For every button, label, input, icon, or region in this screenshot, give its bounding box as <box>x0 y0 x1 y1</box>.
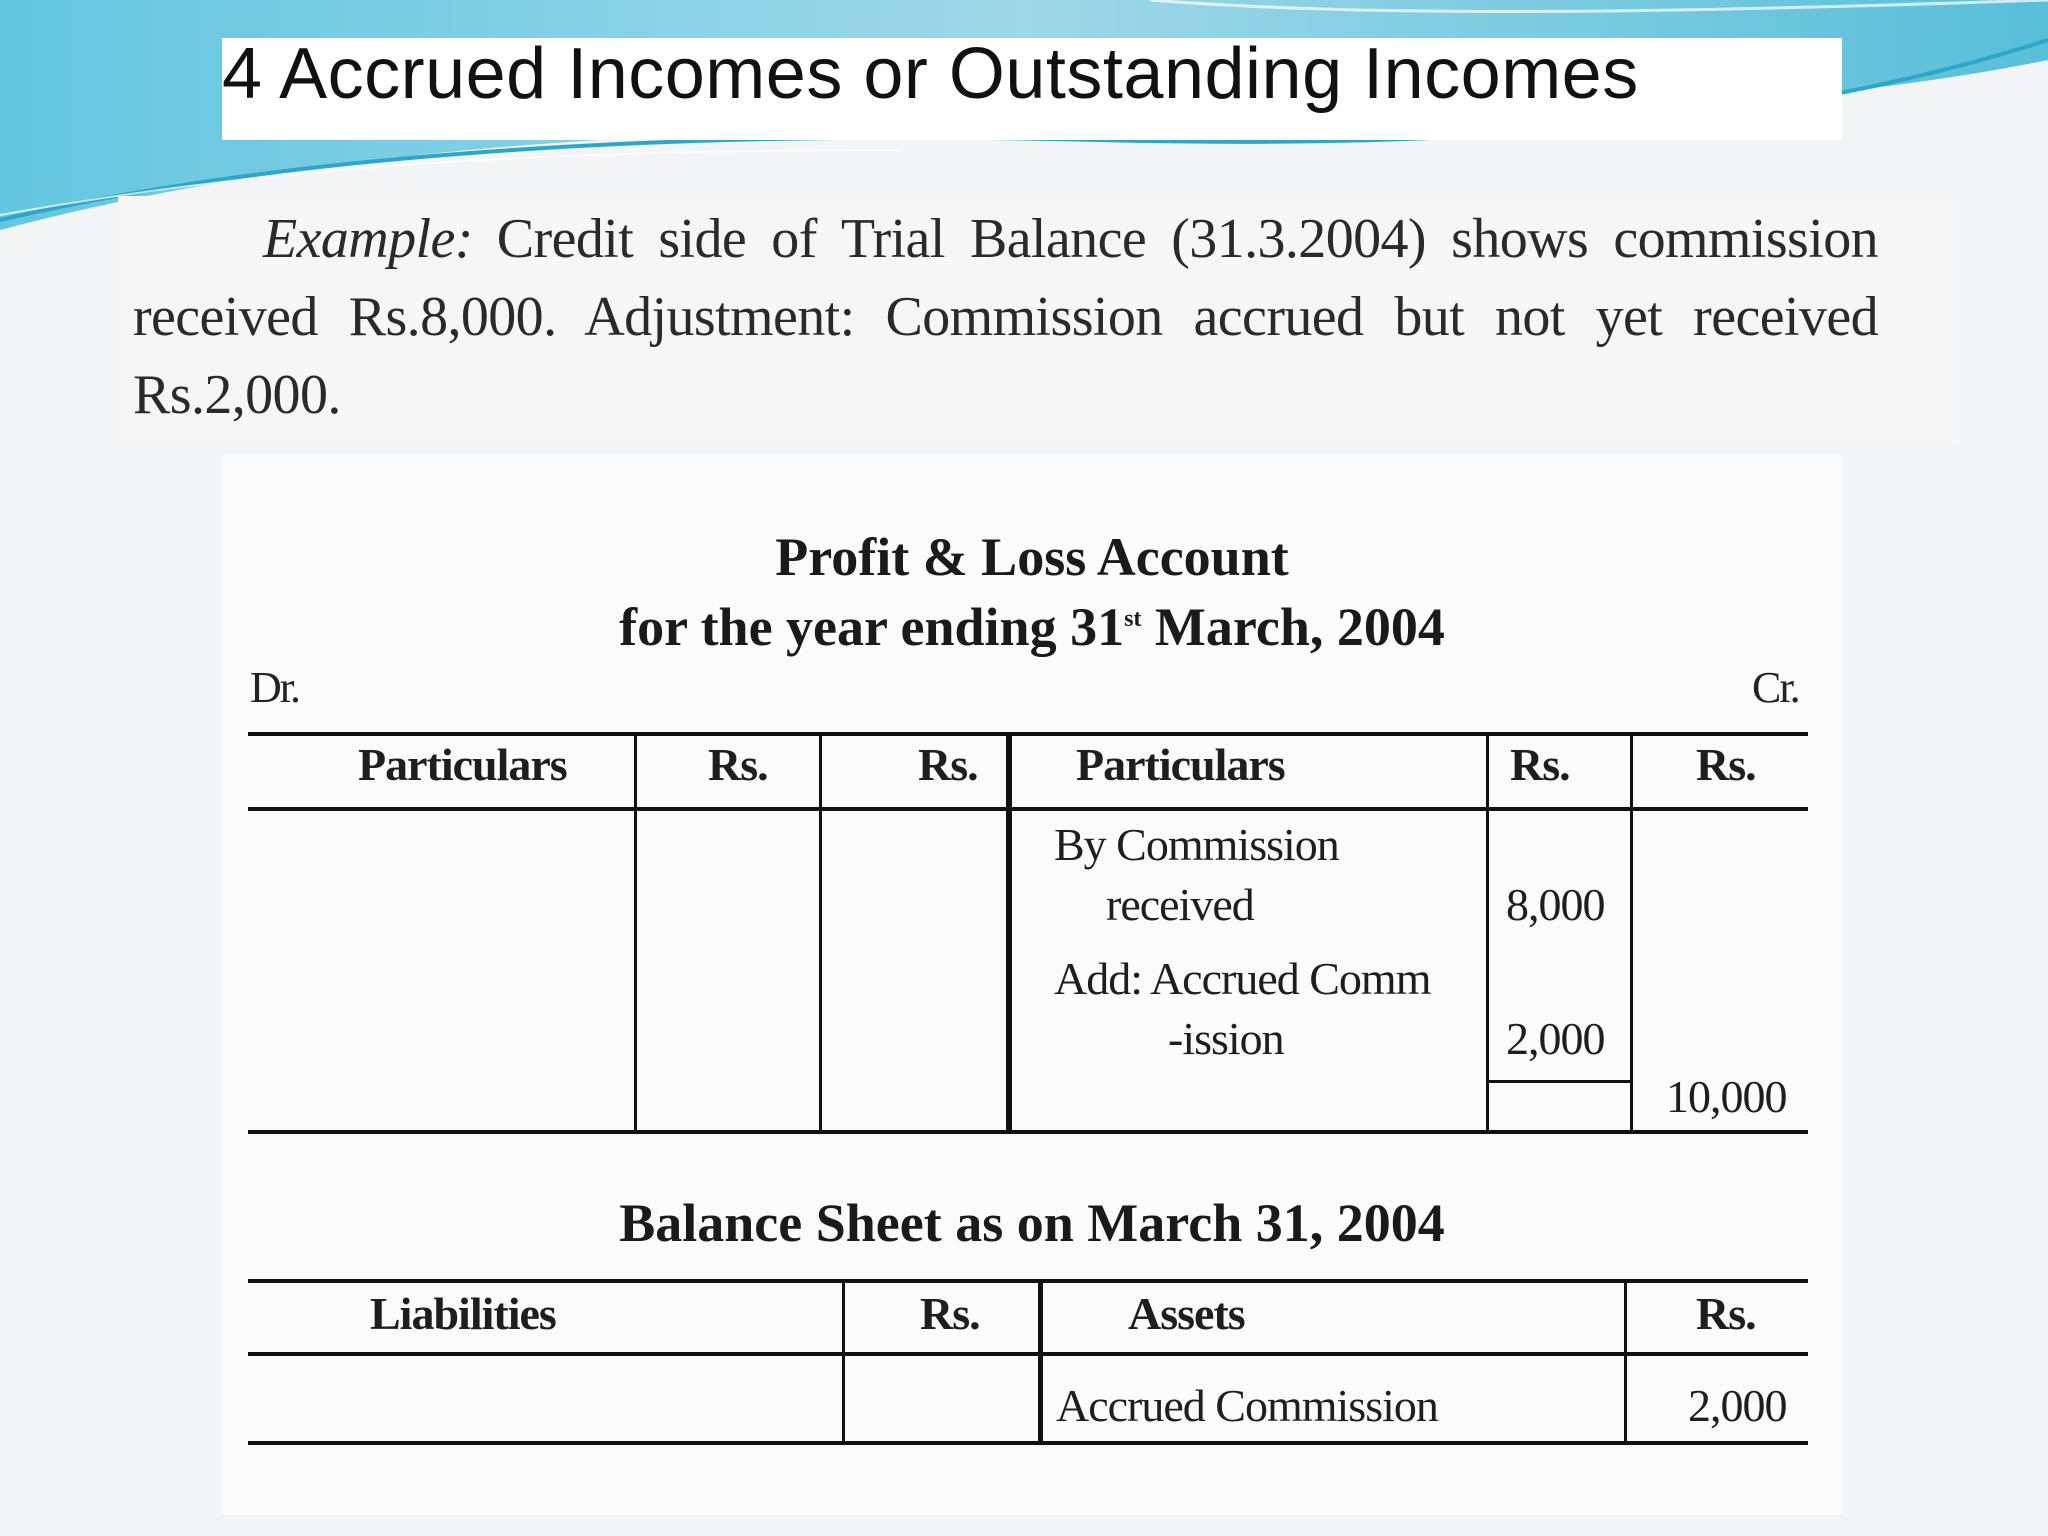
bs-title: Balance Sheet as on March 31, 2004 <box>619 1193 1445 1253</box>
bs-header-rule <box>248 1352 1808 1356</box>
pl-bottom-rule <box>248 1130 1808 1134</box>
pl-header-rs: Rs. <box>918 739 978 790</box>
pl-total-amount: 10,000 <box>1666 1071 1787 1122</box>
pl-subtitle-sup: st <box>1124 606 1142 632</box>
bs-asset-label: Accrued Commission <box>1056 1380 1438 1431</box>
bs-asset-amount: 2,000 <box>1688 1380 1787 1431</box>
pl-item-label: -ission <box>1168 1013 1284 1064</box>
bs-center-divider <box>1038 1279 1043 1445</box>
pl-subtitle <box>222 597 1842 657</box>
bs-table <box>248 1279 1808 1445</box>
pl-header-particulars: Particulars <box>358 739 567 790</box>
pl-title: Profit & Loss Account <box>775 527 1289 587</box>
pl-subtitle-prefix: for the year ending 31 <box>619 597 1125 657</box>
pl-header-rule <box>248 807 1808 811</box>
pl-center-divider <box>1006 732 1012 1134</box>
example-label: Example: <box>263 208 473 270</box>
example-text: Credit side of Trial Balance (31.3.2004) shows commission received Rs.8,000. Adjustment: Commission accrued but not yet received Rs.2,000. <box>133 208 1878 426</box>
pl-header-rs: Rs. <box>708 739 768 790</box>
pl-subtitle-suffix: March, 2004 <box>1141 597 1445 657</box>
pl-subtotal-rule <box>1486 1080 1633 1083</box>
pl-header-particulars: Particulars <box>1076 739 1285 790</box>
pl-item-label: received <box>1106 879 1254 930</box>
pl-item-label: By Commission <box>1054 819 1339 870</box>
bs-header-rs: Rs. <box>920 1288 980 1339</box>
bs-col-divider <box>842 1279 845 1445</box>
bs-header-assets: Assets <box>1128 1288 1245 1339</box>
cr-label: Cr. <box>1752 663 1799 712</box>
pl-col-divider <box>1486 732 1489 1134</box>
pl-item-amount: 2,000 <box>1506 1013 1605 1064</box>
example-paragraph <box>133 200 1878 434</box>
pl-top-rule <box>248 732 1808 736</box>
pl-table <box>248 732 1808 1134</box>
bs-header-rs: Rs. <box>1696 1288 1756 1339</box>
bs-top-rule <box>248 1279 1808 1283</box>
pl-item-amount: 8,000 <box>1506 879 1605 930</box>
dr-label: Dr. <box>250 663 299 712</box>
slide-title: 4 Accrued Incomes or Outstanding Incomes <box>222 34 1639 114</box>
pl-item-label: Add: Accrued Comm <box>1054 953 1431 1004</box>
bs-bottom-rule <box>248 1441 1808 1445</box>
pl-col-divider <box>1630 732 1633 1134</box>
pl-header-rs: Rs. <box>1696 739 1756 790</box>
pl-col-divider <box>819 732 822 1134</box>
bs-header-liabilities: Liabilities <box>370 1288 556 1339</box>
pl-header-rs: Rs. <box>1510 739 1570 790</box>
pl-col-divider <box>634 732 637 1134</box>
title-box <box>222 34 1842 140</box>
bs-col-divider <box>1624 1279 1627 1445</box>
